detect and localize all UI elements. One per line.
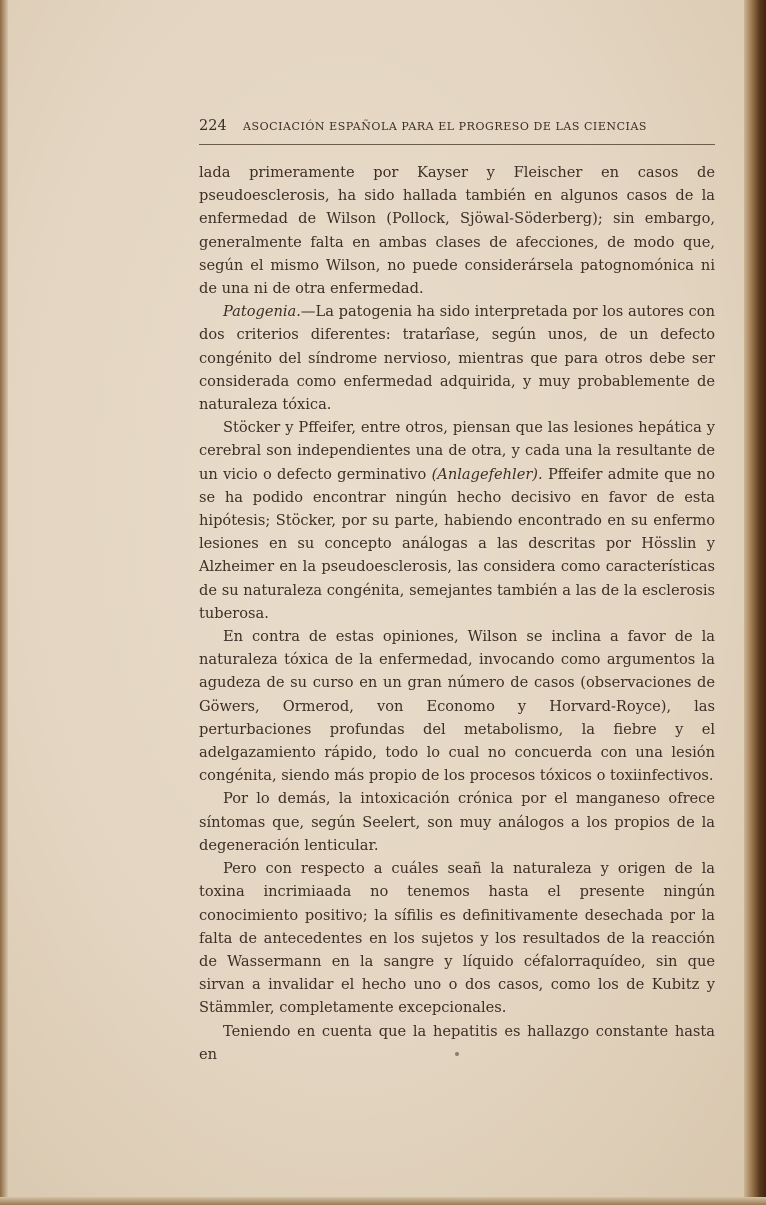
paragraph-text: Teniendo en cuenta que la hepatitis es hallazgo constante hasta en	[199, 1022, 715, 1063]
paragraph-text: —La patogenia ha sido interpretada por los autores con dos criterios diferentes: tratarîase, según unos, de un defecto congénito del síndrome nervioso, mientras que para otros debe ser considerada como enfermedad adquirida, y muy probablemente de naturaleza tóxica.	[199, 303, 715, 414]
running-head: ASOCIACIÓN ESPAÑOLA PARA EL PROGRESO DE LAS CIENCIAS	[243, 120, 648, 133]
paragraph-4	[199, 625, 715, 787]
page-number: 224	[199, 118, 227, 134]
paragraph-text: Stöcker y Pffeifer, entre otros, piensan que las lesiones hepática y cerebral son independientes una de otra, y cada una la resultante de un vicio o defecto germinativo	[199, 419, 715, 483]
book-spine-edge	[744, 0, 766, 1205]
paper-speck	[455, 1052, 459, 1056]
paragraph-6	[199, 857, 715, 1019]
paragraph-7	[199, 1020, 715, 1066]
body-text	[199, 161, 715, 1066]
section-heading-patogenia: Patogenia.	[223, 303, 301, 321]
paragraph-2	[199, 300, 715, 416]
paragraph-text: Pffeifer admite que no se ha podido encontrar ningún hecho decisivo en favor de esta hipótesis; Stöcker, por su parte, habiendo encontrado en su enfermo lesiones en su concepto análogas a las descritas por Hösslin y Alzheimer en la pseudoesclerosis, las considera como características de su naturaleza congénita, semejantes también a las de la esclerosis tuberosa.	[199, 465, 715, 622]
page-left-edge	[0, 0, 8, 1205]
paragraph-1	[199, 161, 715, 300]
paragraph-text: lada primeramente por Kayser y Fleischer en casos de pseudoesclerosis, ha sido hallada también en algunos casos de la enfermedad de Wilson (Pollock, Sjöwal-Söderberg); sin embargo, generalmente falta en ambas clases de afecciones, de modo que, según el mismo Wilson, no puede considerársela patognomónica ni de una ni de otra enfermedad.	[199, 164, 715, 298]
paragraph-text: Por lo demás, la intoxicación crónica por el manganeso ofrece síntomas que, según Seelert, son muy análogos a los propios de la degeneración lenticular.	[199, 790, 715, 854]
paragraph-3	[199, 416, 715, 625]
page-header	[199, 118, 715, 145]
page-content	[199, 118, 715, 1066]
page-bottom-edge	[0, 1197, 766, 1205]
paragraph-text: Pero con respecto a cuáles seañ la naturaleza y origen de la toxina incrimiaada no tenemos hasta el presente ningún conocimiento positivo; la sífilis es definitivamente desechada por la falta de antecedentes en los sujetos y los resultados de la reacción de Wassermann en la sangre y líquido céfalorraquídeo, sin que sirvan a invalidar el hecho uno o dos casos, como los de Kubitz y Stämmler, completamente excepcionales.	[199, 860, 715, 1017]
italic-term: (Anlagefehler).	[431, 465, 543, 483]
paragraph-5	[199, 787, 715, 857]
paragraph-text: En contra de estas opiniones, Wilson se inclina a favor de la naturaleza tóxica de la enfermedad, invocando como argumentos la agudeza de su curso en un gran número de casos (observaciones de Göwers, Ormerod, von Economo y Horvard-Royce), las perturbaciones profundas del metabolismo, la fiebre y el adelgazamiento rápido, todo lo cual no concuerda con una lesión congénita, siendo más propio de los procesos tóxicos o toxiinfectivos.	[199, 628, 715, 785]
